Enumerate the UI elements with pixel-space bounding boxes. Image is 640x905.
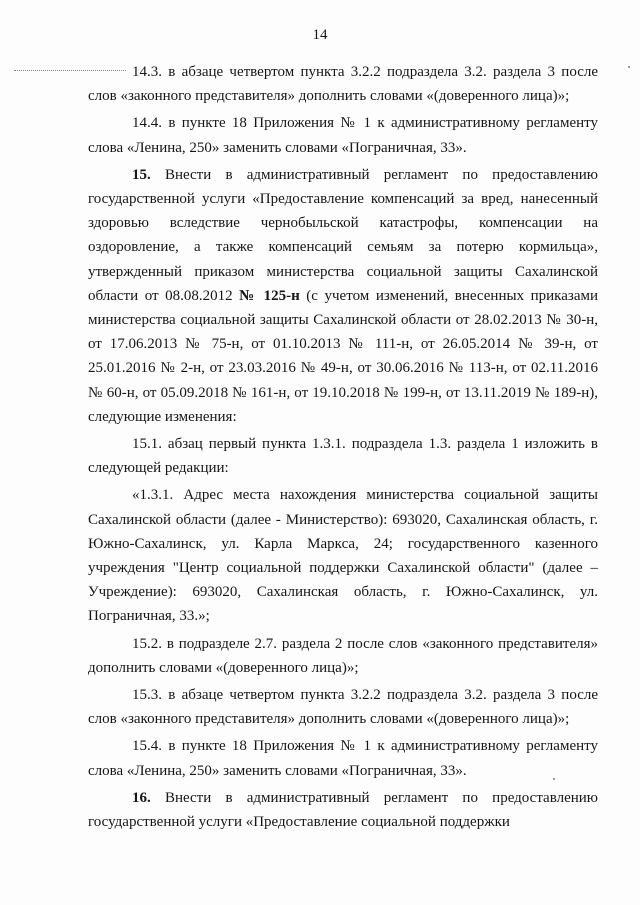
paragraph-15-4: 15.4. в пункте 18 Приложения № 1 к административному регламенту слова «Ленина, 250» заменить словами «Пограничная, 33». [88,738,598,779]
paragraph-text-tail: (с учетом изменений, внесенных приказами министерства социальной защиты Сахалинской области от 28.02.2013 № 30-н, от 17.06.2013 № 75-н, от 01.10.2013 № 111-н, от 26.05.2014 № 39-н, от 25.01.2016 № 2-н, от 23.03.2016 № 49-н, от 30.06.2016 № 113-н, от 02.11.2016 № 60-н, от 05.09.2018 № 161-н, от 19.10.2018 № 199-н, от 13.11.2019 № 189-н), следующие изменения: [88,287,598,425]
paragraph-15-1: 15.1. абзац первый пункта 1.3.1. подраздела 1.3. раздела 1 изложить в следующей редакции: [88,436,598,477]
paragraph-14-3: 14.3. в абзаце четвертом пункта 3.2.2 подраздела 3.2. раздела 3 после слов «законного представителя» дополнить словами «(доверенного лица)»; [88,64,598,105]
order-number: № 125-н [239,287,300,304]
paragraph-number: 15. [132,166,151,183]
paragraph-15-2: 15.2. в подразделе 2.7. раздела 2 после слов «законного представителя» дополнить словами «(доверенного лица)»; [88,635,598,676]
paragraph-15-3: 15.3. в абзаце четвертом пункта 3.2.2 подраздела 3.2. раздела 3 после слов «законного представителя» дополнить словами «(доверенного лица)»; [88,687,598,728]
paragraph-1-3-1-quote: «1.3.1. Адрес места нахождения министерства социальной защиты Сахалинской области (далее - Министерство): 693020, Сахалинская область, г. Южно-Сахалинск, ул. Карла Маркса, 24; государственного казенного учреждения "Центр социальной поддержки Сахалинской области" (далее – Учреждение): 693020, Сахалинская область, г. Южно-Сахалинск, ул. Пограничная, 33.»; [88,487,598,625]
page-number: 14 [312,27,328,43]
paragraph-text: Внести в административный регламент по предоставлению государственной услуги «Предоставление компенсаций за вред, нанесенный здоровью вследствие чернобыльской катастрофы, компенсации на оздоровление, а также компенсаций семьям за потерю кормильца», утвержденный приказом министерства социальной защиты Сахалинской области от 08.08.2012 [88,166,598,304]
scan-artifact-speck [628,66,630,68]
paragraph-16 [88,786,598,834]
document-body [88,60,598,835]
paragraph-text: Внести в административный регламент по предоставлению государственной услуги «Предоставление социальной поддержки [88,789,598,831]
paragraph-15 [88,163,598,429]
paragraph-number: 16. [132,789,151,806]
paragraph-14-4: 14.4. в пункте 18 Приложения № 1 к административному регламенту слова «Ленина, 250» заменить словами «Пограничная, 33». [88,115,598,156]
